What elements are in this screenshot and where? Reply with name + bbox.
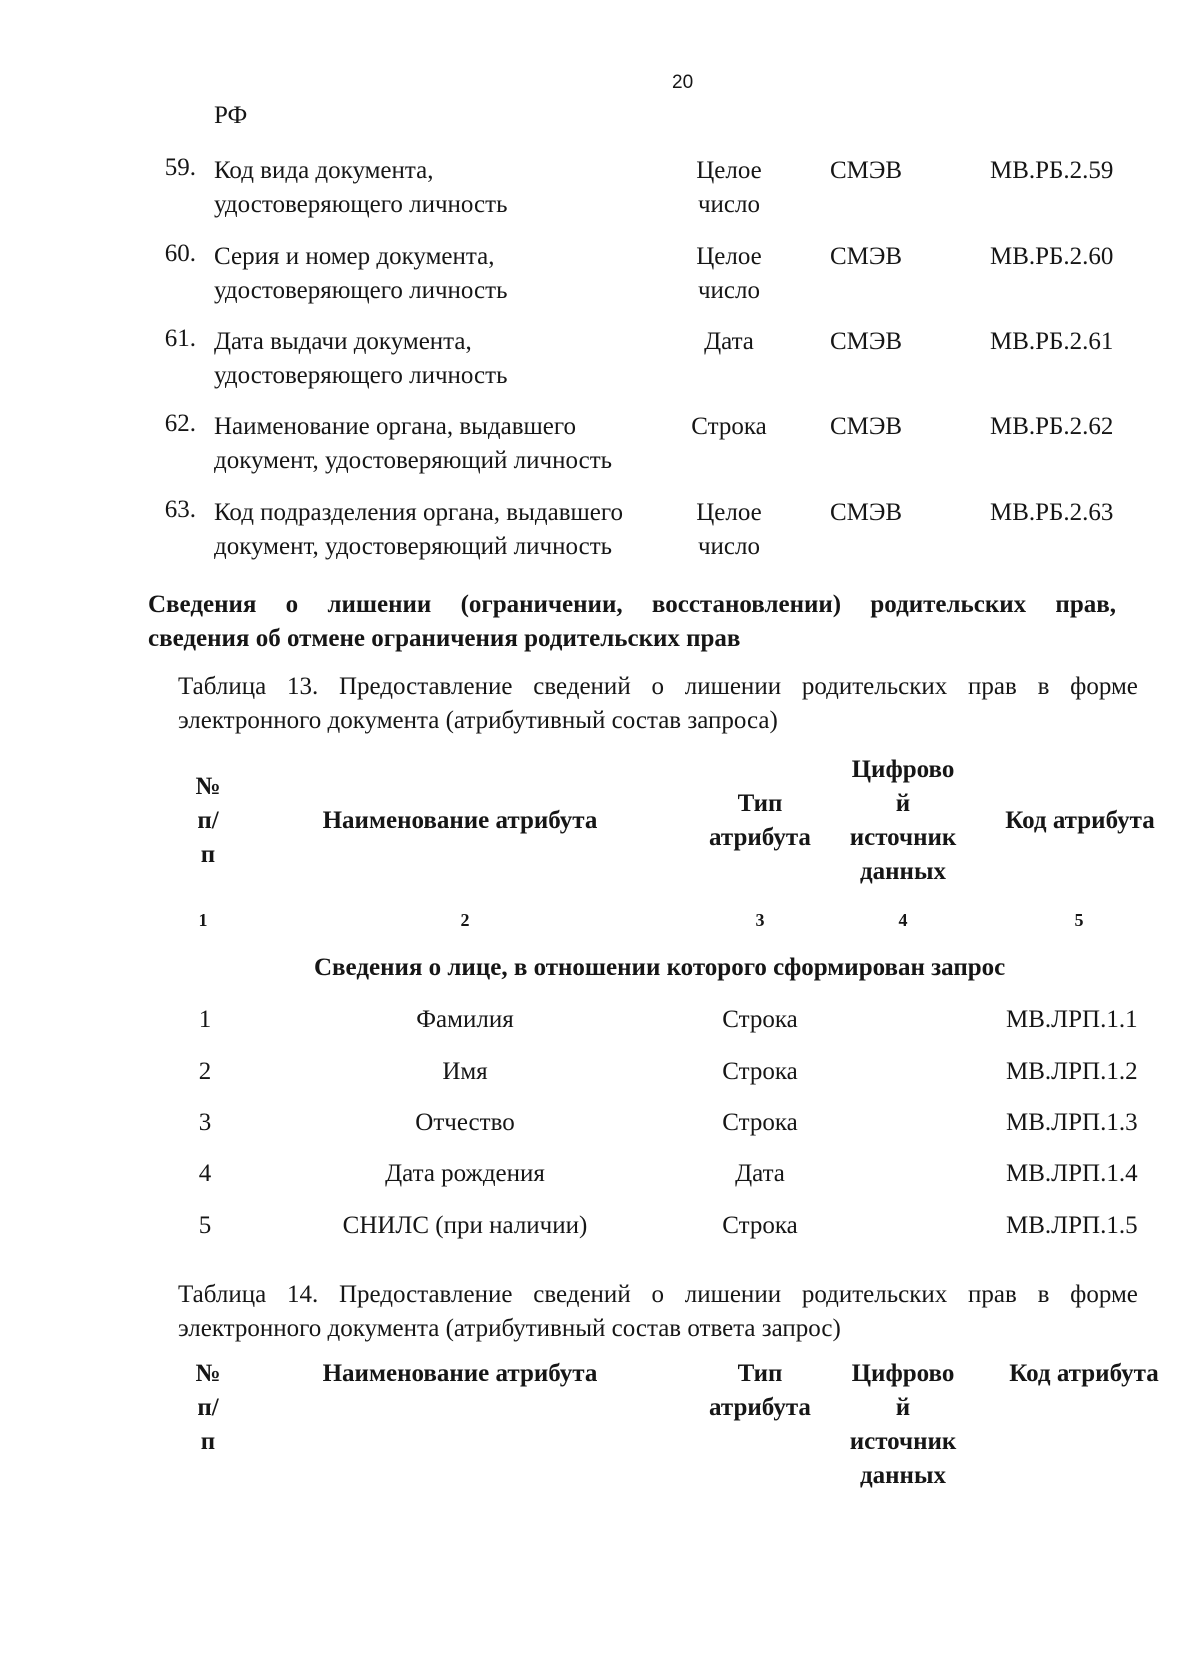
- row-code: МВ.РБ.2.61: [990, 328, 1114, 355]
- table13-caption-line2: электронного документа (атрибутивный состав запроса): [178, 707, 778, 734]
- caption-word: Предоставление: [338, 1281, 513, 1308]
- row-name: [214, 154, 507, 222]
- caption-word: 13.: [286, 673, 319, 700]
- header-source-part: источник: [849, 824, 957, 851]
- row-name-line: Дата выдачи документа,: [214, 328, 472, 355]
- row-source: СМЭВ: [830, 328, 903, 355]
- row-name: [214, 240, 507, 308]
- caption-word: о: [651, 673, 664, 700]
- col-number-2: 2: [460, 910, 470, 930]
- table13-row-code: МВ.ЛРП.1.1: [1006, 1006, 1138, 1033]
- header-type-part: Тип: [737, 1360, 783, 1387]
- caption-word: родительских: [801, 673, 948, 700]
- table13-caption: [178, 670, 1138, 738]
- table13-row-type: Строка: [722, 1058, 798, 1085]
- caption-word: Таблица: [178, 1281, 267, 1308]
- col-number-5: 5: [1074, 910, 1084, 930]
- header-source-part: источник: [849, 1428, 957, 1455]
- table13-row-num: 5: [198, 1212, 212, 1239]
- caption-word: сведений: [533, 673, 631, 700]
- row-name-line: документ, удостоверяющий личность: [214, 447, 613, 474]
- row-type: [684, 496, 774, 564]
- header-source-part: данных: [860, 1462, 946, 1489]
- table13-row-name: СНИЛС (при наличии): [342, 1212, 588, 1239]
- caption-word: в: [1037, 1281, 1050, 1308]
- table14-header-type: [700, 1357, 820, 1425]
- table14-header-num: [188, 1357, 228, 1459]
- header-source-part: й: [895, 1394, 911, 1421]
- header-num-part: п/: [197, 1394, 219, 1421]
- table13-row-num: 2: [198, 1058, 212, 1085]
- header-source-part: Цифрово: [851, 1360, 955, 1387]
- header-source-part: Цифрово: [851, 756, 955, 783]
- caption-word: Таблица: [178, 673, 267, 700]
- section-heading: [148, 588, 1116, 656]
- row-name: [214, 325, 507, 393]
- row-type: [684, 154, 774, 222]
- row-type: [684, 325, 774, 359]
- caption-word: прав,: [1055, 591, 1116, 618]
- row-type-line: Строка: [691, 413, 767, 440]
- row-code: МВ.РБ.2.62: [990, 413, 1114, 440]
- row-source: СМЭВ: [830, 413, 903, 440]
- row-source: СМЭВ: [830, 243, 903, 270]
- row-number: 60.: [164, 240, 196, 267]
- caption-word: лишении: [684, 1281, 782, 1308]
- caption-word: прав: [968, 1281, 1017, 1308]
- table13-row-name: Имя: [442, 1058, 488, 1085]
- header-source-part: данных: [860, 858, 946, 885]
- row-type-line: Дата: [704, 328, 754, 355]
- header-type-part: атрибута: [709, 824, 811, 851]
- row-code: МВ.РБ.2.59: [990, 157, 1114, 184]
- row-code: МВ.РБ.2.63: [990, 499, 1114, 526]
- row-name: [214, 410, 612, 478]
- caption-word: форме: [1070, 1281, 1138, 1308]
- row-type-line: число: [697, 533, 761, 560]
- row-name-line: удостоверяющего личность: [214, 277, 508, 304]
- header-type-part: Тип: [737, 790, 783, 817]
- row-number: 59.: [164, 154, 196, 181]
- table13-row-code: МВ.ЛРП.1.3: [1006, 1109, 1138, 1136]
- row-source: СМЭВ: [830, 157, 903, 184]
- row-name-line: Код подразделения органа, выдавшего: [214, 499, 623, 526]
- header-num-part: №: [195, 773, 221, 800]
- table14-header-name: Наименование атрибута: [322, 1360, 598, 1387]
- caption-word: родительских: [801, 1281, 948, 1308]
- caption-word: о: [651, 1281, 664, 1308]
- page-number: 20: [672, 72, 694, 93]
- row-number: 62.: [164, 410, 196, 437]
- row-name-line: Серия и номер документа,: [214, 243, 495, 270]
- row-name-line: Наименование органа, выдавшего: [214, 413, 577, 440]
- table13-row-code: МВ.ЛРП.1.5: [1006, 1212, 1138, 1239]
- table14-caption-line2: электронного документа (атрибутивный состав ответа запрос): [178, 1315, 841, 1342]
- row-type: [684, 240, 774, 308]
- caption-word: лишении: [684, 673, 782, 700]
- table13-header-name: Наименование атрибута: [322, 807, 598, 834]
- row-number: 63.: [164, 496, 196, 523]
- header-num-part: п: [200, 1428, 216, 1455]
- row-name: [214, 496, 623, 564]
- table13-row-type: Строка: [722, 1212, 798, 1239]
- continued-text: РФ: [214, 102, 248, 129]
- table13-row-num: 3: [198, 1109, 212, 1136]
- header-source-part: й: [895, 790, 911, 817]
- header-type-part: атрибута: [709, 1394, 811, 1421]
- row-type-line: Целое: [696, 499, 762, 526]
- header-num-part: п: [200, 841, 216, 868]
- row-code: МВ.РБ.2.60: [990, 243, 1114, 270]
- table13-row-type: Дата: [735, 1160, 785, 1187]
- table13-row-code: МВ.ЛРП.1.2: [1006, 1058, 1138, 1085]
- row-type-line: Целое: [696, 157, 762, 184]
- row-source: СМЭВ: [830, 499, 903, 526]
- table13-header-num: [188, 770, 228, 872]
- col-number-3: 3: [755, 910, 765, 930]
- table13-row-type: Строка: [722, 1006, 798, 1033]
- table13-caption-line1: [178, 670, 1138, 704]
- table14-caption-line1: [178, 1278, 1138, 1312]
- row-name-line: удостоверяющего личность: [214, 191, 508, 218]
- caption-word: (ограничении,: [460, 591, 623, 618]
- table13-group-title: Сведения о лице, в отношении которого сформирован запрос: [314, 954, 1006, 981]
- table13-row-type: Строка: [722, 1109, 798, 1136]
- col-number-1: 1: [198, 910, 208, 930]
- caption-word: форме: [1070, 673, 1138, 700]
- table13-row-code: МВ.ЛРП.1.4: [1006, 1160, 1138, 1187]
- row-type-line: число: [697, 277, 761, 304]
- caption-word: 14.: [286, 1281, 319, 1308]
- table13-row-name: Дата рождения: [385, 1160, 545, 1187]
- caption-word: сведений: [533, 1281, 631, 1308]
- table13-row-num: 1: [198, 1006, 212, 1033]
- row-number: 61.: [164, 325, 196, 352]
- row-type-line: Целое: [696, 243, 762, 270]
- table14-caption: [178, 1278, 1138, 1346]
- caption-word: восстановлении): [651, 591, 842, 618]
- row-type: [684, 410, 774, 444]
- table13-row-name: Отчество: [415, 1109, 515, 1136]
- table13-row-name: Фамилия: [416, 1006, 514, 1033]
- caption-word: прав: [968, 673, 1017, 700]
- caption-word: Предоставление: [338, 673, 513, 700]
- header-num-part: №: [195, 1360, 221, 1387]
- table14-header-source: [838, 1357, 968, 1493]
- row-name-line: Код вида документа,: [214, 157, 434, 184]
- section-heading-line2: сведения об отмене ограничения родительских прав: [148, 625, 741, 652]
- caption-word: о: [285, 591, 299, 618]
- caption-word: лишении: [327, 591, 432, 618]
- table13-header-source: [838, 753, 968, 889]
- caption-word: в: [1037, 673, 1050, 700]
- caption-word: Сведения: [148, 591, 257, 618]
- row-name-line: документ, удостоверяющий личность: [214, 533, 613, 560]
- row-name-line: удостоверяющего личность: [214, 362, 508, 389]
- table13-row-num: 4: [198, 1160, 212, 1187]
- col-number-4: 4: [898, 910, 908, 930]
- section-heading-line1: [148, 588, 1116, 622]
- header-num-part: п/: [197, 807, 219, 834]
- table13-header-code: Код атрибута: [1005, 807, 1155, 834]
- table13-header-type: [700, 787, 820, 855]
- row-type-line: число: [697, 191, 761, 218]
- caption-word: родительских: [870, 591, 1027, 618]
- table14-header-code: Код атрибута: [1009, 1360, 1159, 1387]
